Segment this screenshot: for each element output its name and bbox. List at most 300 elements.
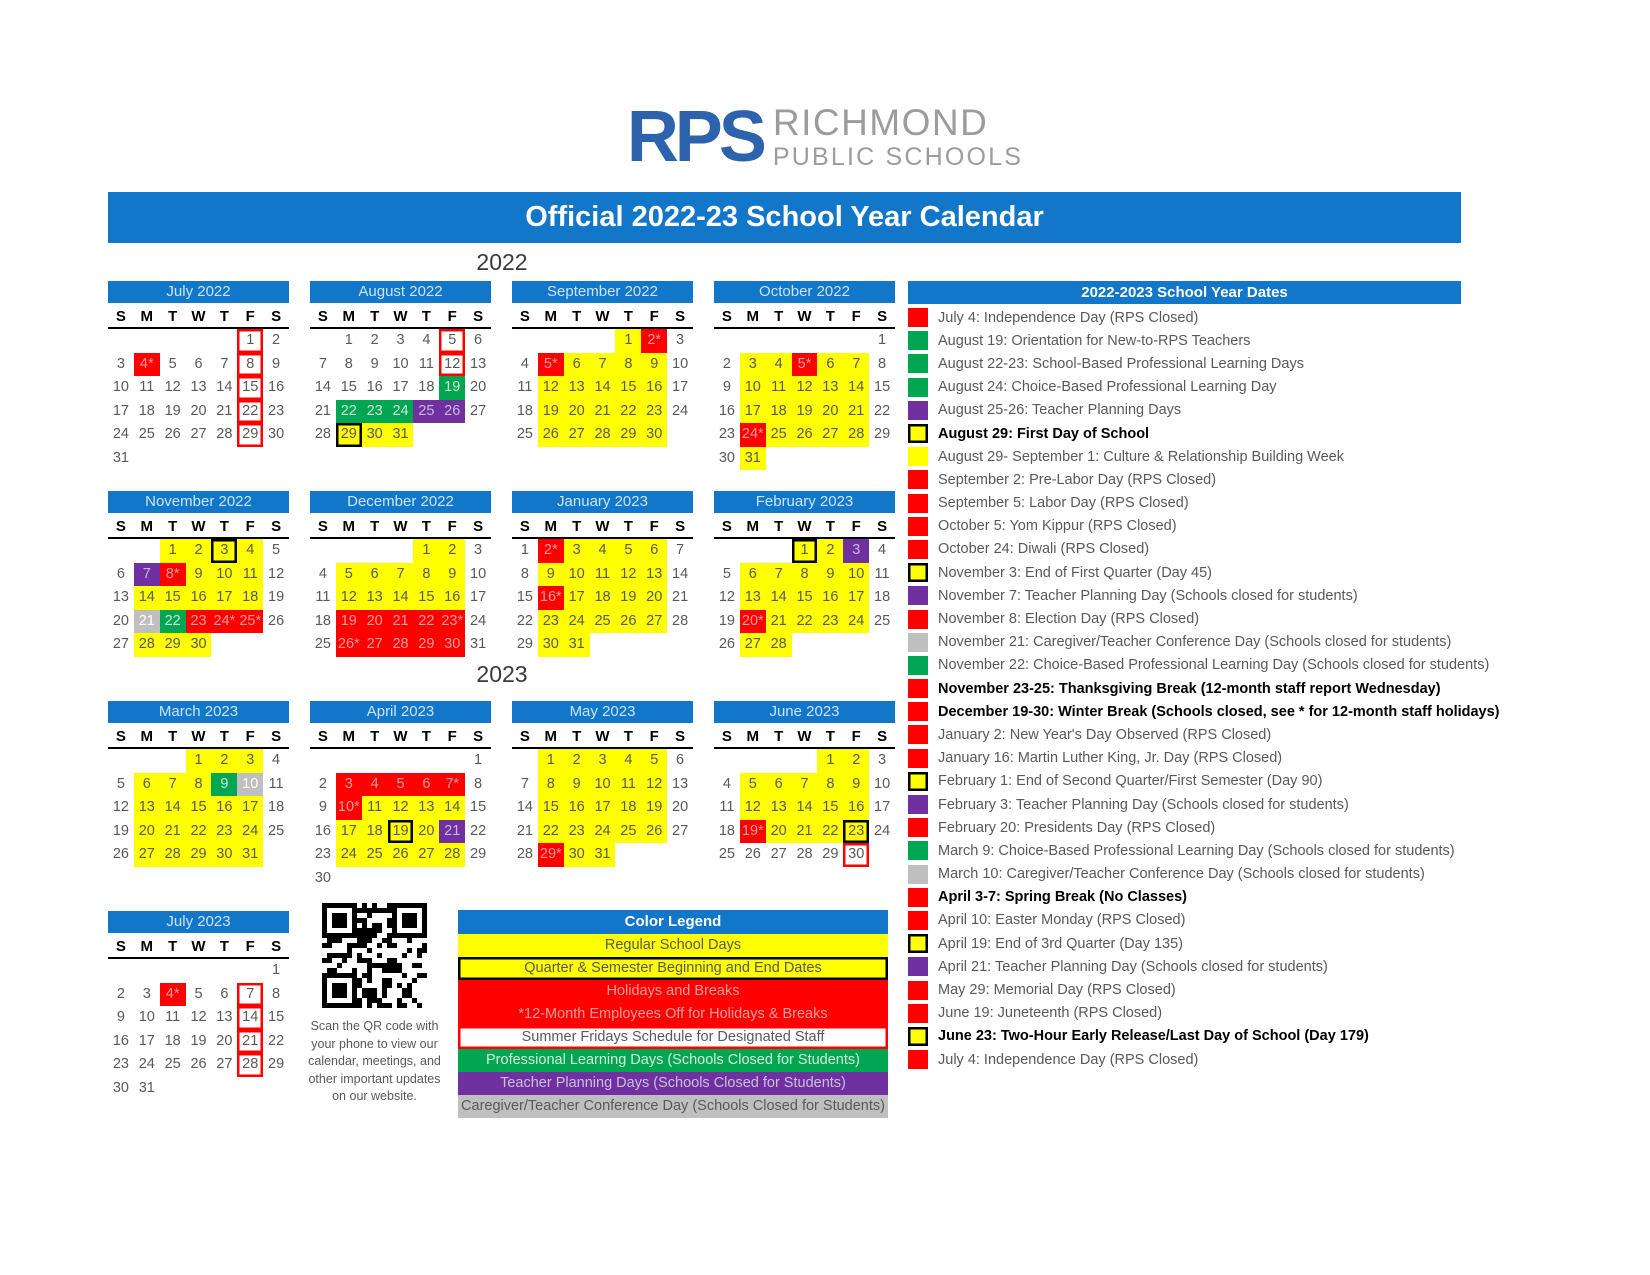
day-cell: [615, 843, 641, 867]
day-cell: 29: [268, 1056, 285, 1072]
day-cell: 20: [672, 799, 689, 815]
weekday-label: S: [721, 728, 732, 745]
day-cell: 31: [112, 449, 129, 466]
day-cell: 26: [112, 846, 129, 862]
day-cell: 6: [564, 353, 590, 377]
year-date-text: November 7: Teacher Planning Day (Schools closed for students): [938, 587, 1358, 604]
day-cell: [465, 423, 491, 447]
month-title: June 2023: [714, 701, 895, 723]
weekday-label: T: [572, 518, 582, 535]
day-cell: 22: [615, 400, 641, 424]
year-date-text: August 22-23: School-Based Professional Learning Days: [938, 355, 1304, 372]
day-cell: [211, 959, 237, 983]
year-date-item: [908, 538, 1650, 561]
day-cell: [134, 959, 160, 983]
day-cell: 21: [237, 1030, 263, 1054]
day-cell: 9: [564, 773, 590, 797]
day-cell: [186, 1077, 212, 1101]
day-cell: [792, 329, 818, 353]
day-cell: [263, 1077, 289, 1101]
day-cell: 2: [211, 749, 237, 773]
day-cell: 3: [116, 355, 125, 372]
week-row: [310, 423, 491, 447]
weekday-label: M: [544, 728, 558, 745]
day-cell: 5: [439, 329, 465, 353]
color-swatch: [908, 656, 928, 675]
month-september-2022: [512, 281, 693, 447]
year-date-item: [908, 770, 1650, 793]
day-cell: 9: [318, 799, 327, 815]
day-cell: 12: [164, 379, 181, 395]
day-cell: 4: [615, 749, 641, 773]
color-swatch: [908, 540, 928, 559]
day-cell: [160, 1077, 186, 1101]
day-cell: 18: [362, 820, 388, 844]
weekday-label: M: [140, 728, 154, 745]
day-cell: 3: [237, 749, 263, 773]
year-date-item: [908, 445, 1650, 468]
day-cell: 5*: [792, 353, 818, 377]
color-swatch: [908, 517, 928, 536]
day-cell: 15: [470, 799, 487, 815]
day-cell: 25: [413, 400, 439, 424]
week-row: [108, 539, 289, 563]
color-swatch: [908, 1004, 928, 1023]
legend-label: Quarter & Semester Beginning and End Dates: [524, 960, 822, 976]
weekday-header: [108, 306, 289, 329]
day-cell: 4: [318, 565, 327, 582]
rps-logo: [0, 97, 1650, 178]
day-cell: [237, 1077, 263, 1101]
day-cell: 10: [138, 1009, 155, 1025]
year-date-text: February 1: End of Second Quarter/First Semester (Day 90): [938, 773, 1323, 790]
year-date-text: July 4: Independence Day (RPS Closed): [938, 1051, 1199, 1068]
weekday-label: T: [370, 308, 380, 325]
day-cell: 22: [268, 1032, 285, 1049]
day-cell: 16: [843, 796, 869, 820]
week-row: [512, 796, 693, 820]
month-title: April 2023: [310, 701, 491, 723]
year-label-2022: 2022: [476, 249, 528, 275]
day-cell: 19*: [740, 820, 766, 844]
day-cell: [843, 447, 869, 471]
day-cell: 28: [796, 846, 813, 862]
week-row: [714, 563, 895, 587]
day-cell: 28: [439, 843, 465, 867]
day-cell: 22: [413, 610, 439, 634]
day-cell: 7: [220, 355, 229, 372]
year-date-item: [908, 793, 1650, 816]
day-cell: 5: [272, 542, 281, 558]
legend-row: [458, 1026, 888, 1049]
day-cell: [388, 749, 414, 773]
day-cell: [211, 447, 237, 471]
weekday-label: M: [544, 518, 558, 535]
day-cell: 12: [792, 376, 818, 400]
color-swatch: [908, 354, 928, 373]
color-swatch: [908, 957, 928, 976]
year-date-text: April 19: End of 3rd Quarter (Day 135): [938, 935, 1184, 952]
day-cell: 13: [564, 376, 590, 400]
day-cell: 3: [676, 332, 685, 348]
month-title: July 2022: [108, 281, 289, 303]
day-cell: 27: [817, 423, 843, 447]
year-date-text: February 20: Presidents Day (RPS Closed): [938, 819, 1216, 836]
week-row: [714, 633, 895, 657]
weekday-label: S: [115, 518, 126, 535]
day-cell: 9: [843, 773, 869, 797]
day-cell: 8: [272, 985, 281, 1002]
day-cell: 17: [740, 400, 766, 424]
year-date-text: May 29: Memorial Day (RPS Closed): [938, 982, 1176, 999]
day-cell: 29: [237, 423, 263, 447]
year-date-item: [908, 654, 1650, 677]
weekday-label: T: [219, 518, 229, 535]
day-cell: 28: [388, 633, 414, 657]
color-swatch: [908, 586, 928, 605]
year-date-item: [908, 700, 1650, 723]
weekday-label: T: [168, 518, 178, 535]
year-date-text: April 21: Teacher Planning Day (Schools closed for students): [938, 958, 1328, 975]
day-cell: [362, 749, 388, 773]
week-row: [108, 563, 289, 587]
day-cell: 19: [388, 820, 414, 844]
day-cell: 11: [590, 563, 616, 587]
week-row: [512, 633, 693, 657]
week-row: [714, 843, 895, 867]
year-date-item: [908, 561, 1650, 584]
year-date-item: [908, 306, 1650, 329]
month-june-2023: [714, 701, 895, 867]
color-swatch: [908, 1050, 928, 1069]
week-row: [310, 843, 491, 867]
week-row: [714, 376, 895, 400]
weekday-header: [108, 936, 289, 959]
week-row: [108, 353, 289, 377]
legend-row: [458, 980, 888, 1026]
month-title: November 2022: [108, 491, 289, 513]
day-cell: 22: [817, 820, 843, 844]
day-cell: 27: [112, 636, 129, 652]
week-row: [310, 796, 491, 820]
week-row: [714, 749, 895, 773]
day-cell: 7*: [439, 773, 465, 797]
day-cell: [211, 633, 237, 657]
month-february-2023: [714, 491, 895, 657]
year-date-text: November 3: End of First Quarter (Day 45): [938, 564, 1212, 581]
day-cell: 11: [165, 1009, 181, 1025]
day-cell: 2: [439, 539, 465, 563]
day-cell: 20: [362, 610, 388, 634]
day-cell: 25: [516, 426, 533, 442]
week-row: [512, 423, 693, 447]
day-cell: 17: [590, 796, 616, 820]
day-cell: 13: [817, 376, 843, 400]
day-cell: 16: [564, 796, 590, 820]
day-cell: 5: [194, 985, 203, 1002]
weekday-label: W: [595, 308, 610, 325]
day-cell: 23: [538, 610, 564, 634]
day-cell: 13: [672, 775, 689, 792]
color-legend-title: Color Legend: [458, 910, 888, 934]
day-cell: 2: [116, 985, 125, 1002]
month-title: October 2022: [714, 281, 895, 303]
day-cell: 12: [538, 376, 564, 400]
weekday-label: S: [473, 308, 484, 325]
day-cell: 14: [314, 379, 331, 395]
weekday-label: S: [271, 938, 282, 955]
weekday-label: F: [851, 728, 861, 745]
day-cell: 24: [672, 402, 689, 419]
day-cell: 8: [186, 773, 212, 797]
color-swatch: [908, 633, 928, 652]
day-cell: 30: [439, 633, 465, 657]
day-cell: 31: [388, 423, 414, 447]
legend-row: [458, 934, 888, 957]
day-cell: 8*: [160, 563, 186, 587]
day-cell: 7: [237, 983, 263, 1007]
year-date-item: [908, 839, 1650, 862]
day-cell: 2*: [641, 329, 667, 353]
weekday-label: W: [797, 728, 812, 745]
day-cell: 1: [520, 542, 529, 558]
color-swatch: [908, 401, 928, 420]
day-cell: 4: [272, 752, 281, 768]
weekday-label: F: [245, 308, 255, 325]
day-cell: [263, 447, 289, 471]
day-cell: [439, 749, 465, 773]
weekday-label: S: [675, 518, 686, 535]
day-cell: 12: [740, 796, 766, 820]
year-date-item: [908, 863, 1650, 886]
day-cell: [869, 843, 895, 867]
year-date-item: [908, 723, 1650, 746]
weekday-label: F: [649, 728, 659, 745]
day-cell: 3: [474, 542, 483, 558]
weekday-header: [714, 726, 895, 749]
week-row: [512, 376, 693, 400]
day-cell: 27: [362, 633, 388, 657]
weekday-label: S: [675, 308, 686, 325]
day-cell: 8: [344, 355, 353, 372]
day-cell: 12: [268, 565, 285, 582]
year-date-text: October 5: Yom Kippur (RPS Closed): [938, 518, 1177, 535]
week-row: [108, 1053, 289, 1077]
legend-row: [458, 1049, 888, 1072]
day-cell: 16: [439, 586, 465, 610]
day-cell: 15: [615, 376, 641, 400]
day-cell: 16: [211, 796, 237, 820]
color-swatch: [908, 470, 928, 489]
year-dates-list: [908, 306, 1650, 1071]
day-cell: 20*: [740, 610, 766, 634]
week-row: [108, 843, 289, 867]
weekday-label: M: [140, 308, 154, 325]
day-cell: 15: [817, 796, 843, 820]
day-cell: 23: [817, 610, 843, 634]
day-cell: 16: [641, 376, 667, 400]
day-cell: 30: [186, 633, 212, 657]
weekday-label: F: [447, 728, 457, 745]
day-cell: 24: [336, 843, 362, 867]
weekday-label: S: [271, 728, 282, 745]
week-row: [108, 1077, 289, 1101]
day-cell: 9: [722, 379, 731, 395]
day-cell: 15: [237, 376, 263, 400]
day-cell: 29: [186, 843, 212, 867]
day-cell: 31: [237, 843, 263, 867]
day-cell: 4: [422, 332, 431, 348]
day-cell: 27: [190, 426, 207, 442]
day-cell: [237, 633, 263, 657]
week-row: [108, 796, 289, 820]
logo-line-richmond: RICHMOND: [772, 102, 989, 143]
day-cell: [869, 447, 895, 471]
day-cell: [843, 329, 869, 353]
week-row: [108, 820, 289, 844]
week-row: [714, 820, 895, 844]
weekday-header: [108, 516, 289, 539]
day-cell: 30: [538, 633, 564, 657]
color-swatch: [908, 888, 928, 907]
day-cell: 5: [168, 355, 177, 372]
weekday-label: T: [219, 938, 229, 955]
day-cell: 19: [164, 402, 181, 419]
day-cell: 19: [641, 796, 667, 820]
day-cell: 9: [538, 563, 564, 587]
weekday-label: W: [797, 518, 812, 535]
day-cell: 11: [418, 355, 434, 372]
day-cell: 6: [362, 563, 388, 587]
day-cell: 3: [878, 752, 887, 768]
day-cell: 8: [792, 563, 818, 587]
color-swatch: [908, 563, 928, 582]
day-cell: 1: [272, 962, 281, 978]
day-cell: [766, 329, 792, 353]
week-row: [512, 820, 693, 844]
week-row: [714, 539, 895, 563]
day-cell: 16: [366, 379, 383, 395]
weekday-label: T: [572, 308, 582, 325]
day-cell: [263, 633, 289, 657]
day-cell: 2: [272, 332, 281, 348]
day-cell: [615, 633, 641, 657]
day-cell: 5: [116, 775, 125, 792]
day-cell: 14: [160, 796, 186, 820]
day-cell: 25: [164, 1056, 181, 1072]
day-cell: 5*: [538, 353, 564, 377]
day-cell: 13: [190, 379, 207, 395]
day-cell: 14: [237, 1006, 263, 1030]
day-cell: 18: [516, 402, 533, 419]
year-date-item: [908, 816, 1650, 839]
day-cell: [792, 633, 818, 657]
day-cell: 25: [718, 846, 735, 862]
day-cell: 20: [112, 612, 129, 629]
weekday-label: M: [746, 728, 760, 745]
day-cell: [667, 843, 693, 867]
day-cell: 30: [843, 843, 869, 867]
day-cell: 30: [211, 843, 237, 867]
weekday-label: W: [393, 728, 408, 745]
weekday-label: T: [623, 728, 633, 745]
year-date-item: [908, 1048, 1650, 1071]
year-date-item: [908, 607, 1650, 630]
day-cell: [766, 447, 792, 471]
day-cell: 13: [766, 796, 792, 820]
day-cell: 10: [564, 563, 590, 587]
day-cell: 7: [134, 563, 160, 587]
year-date-text: August 29: First Day of School: [938, 425, 1150, 442]
year-date-item: [908, 1025, 1650, 1048]
day-cell: 12: [641, 773, 667, 797]
weekday-label: M: [342, 308, 356, 325]
day-cell: 14: [766, 586, 792, 610]
weekday-header: [512, 306, 693, 329]
day-cell: 9: [641, 353, 667, 377]
day-cell: 16: [268, 379, 285, 395]
day-cell: 2: [817, 539, 843, 563]
week-row: [714, 353, 895, 377]
day-cell: 23: [211, 820, 237, 844]
day-cell: 31: [590, 843, 616, 867]
day-cell: 17: [237, 796, 263, 820]
weekday-header: [512, 516, 693, 539]
weekday-label: M: [140, 938, 154, 955]
day-cell: 21: [314, 402, 331, 419]
day-cell: 25: [314, 636, 331, 652]
day-cell: 13: [470, 355, 487, 372]
day-cell: 1: [413, 539, 439, 563]
month-july-2023: [108, 911, 289, 1100]
day-cell: 23: [718, 426, 735, 442]
color-swatch: [908, 981, 928, 1000]
year-date-item: [908, 468, 1650, 491]
day-cell: [590, 633, 616, 657]
weekday-label: F: [649, 518, 659, 535]
day-cell: 18: [718, 822, 735, 839]
day-cell: 14: [672, 565, 689, 582]
week-row: [512, 400, 693, 424]
day-cell: 6: [116, 565, 125, 582]
weekday-label: W: [191, 728, 206, 745]
day-cell: 10: [470, 565, 487, 582]
day-cell: 23*: [439, 610, 465, 634]
year-date-item: [908, 584, 1650, 607]
month-january-2023: [512, 491, 693, 657]
year-date-item: [908, 515, 1650, 538]
day-cell: 14: [216, 379, 233, 395]
day-cell: 26: [641, 820, 667, 844]
day-cell: 10: [112, 379, 129, 395]
week-row: [108, 447, 289, 471]
day-cell: 1: [817, 749, 843, 773]
day-cell: [439, 867, 465, 891]
year-date-text: August 29- September 1: Culture & Relationship Building Week: [938, 448, 1344, 465]
color-swatch: [908, 378, 928, 397]
weekday-label: M: [746, 518, 760, 535]
day-cell: 21: [160, 820, 186, 844]
day-cell: 19: [190, 1032, 207, 1049]
year-date-text: March 10: Caregiver/Teacher Conference Day (Schools closed for students): [938, 866, 1425, 883]
day-cell: 11: [315, 589, 331, 605]
year-date-text: March 9: Choice-Based Professional Learning Day (Schools closed for students): [938, 842, 1455, 859]
year-date-item: [908, 422, 1650, 445]
weekday-header: [310, 516, 491, 539]
day-cell: 28: [314, 426, 331, 442]
day-cell: 29: [413, 633, 439, 657]
day-cell: 7: [590, 353, 616, 377]
